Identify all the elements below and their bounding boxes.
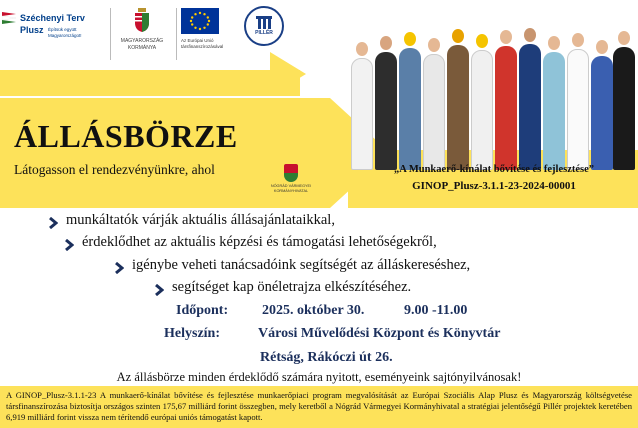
page-title: ÁLLÁSBÖRZE <box>14 118 238 154</box>
hungarian-flag-icon <box>2 12 16 24</box>
program-code: GINOP_Plusz-3.1.1-23-2024-00001 <box>412 180 576 192</box>
pillar-icon <box>246 8 282 44</box>
event-hours: 9.00 -11.00 <box>404 303 468 318</box>
page-subtitle: Látogasson el rendezvényünkre, ahol <box>14 162 215 177</box>
time-label: Időpont: <box>176 303 229 318</box>
piller-logo <box>244 6 284 46</box>
yellow-arrow-top <box>270 52 306 96</box>
place-label: Helyszín: <box>164 326 220 341</box>
coat-of-arms-icon <box>133 8 151 32</box>
chevron-right-icon <box>48 216 58 228</box>
kormany-logo <box>110 8 172 60</box>
eu-text: Az Európai Unió társfinanszírozásával <box>181 38 224 49</box>
kormany-line1: MAGYARORSZÁG <box>120 38 164 44</box>
bullet-1: munkáltatók várják aktuális állásajánlataikkal, <box>66 212 335 228</box>
chevron-right-icon <box>154 283 164 295</box>
logo-strip <box>0 0 290 72</box>
chevron-right-icon <box>64 238 74 250</box>
eu-logo <box>176 8 236 60</box>
bullet-2: érdeklődhet az aktuális képzési és támogatási lehetőségekről, <box>82 234 437 250</box>
program-box <box>350 164 638 192</box>
szechenyi-terv-logo <box>2 8 108 58</box>
nograd-label: NÓGRÁD VÁRMEGYEI KORMÁNYHIVATAL <box>270 184 312 193</box>
eu-flag-icon <box>181 8 219 34</box>
nograd-kormanyhivatal-logo <box>270 164 312 204</box>
event-address: Rétság, Rákóczi út 26. <box>260 350 393 365</box>
yellow-band-top <box>0 70 300 96</box>
open-note: Az állásbörze minden érdeklődő számára nyitott, eseményeink sajtónyilvánosak! <box>116 370 522 384</box>
program-name: „A Munkaerő-kínálat bővítése és fejlesztése” <box>393 164 595 175</box>
szechenyi-tagline: Építsük együtt Magyarországot! <box>48 27 82 38</box>
event-date: 2025. október 30. <box>262 303 365 318</box>
szechenyi-plusz: Plusz <box>20 25 44 35</box>
chevron-right-icon <box>114 261 124 273</box>
szechenyi-title: Széchenyi Terv <box>20 13 85 23</box>
kormany-line2: KORMÁNYA <box>127 45 157 51</box>
shield-icon <box>284 164 298 182</box>
event-venue: Városi Művelődési Központ és Könyvtár <box>258 326 501 341</box>
workers-group-photo <box>345 20 635 170</box>
bullet-4: segítséget kap önéletrajza elkészítéséhez. <box>172 279 412 295</box>
piller-label: PILLÉR <box>255 30 273 36</box>
funding-footer: A GINOP_Plusz-3.1.1-23 A munkaerő-kínálat bővítése és fejlesztése munkaerőpiaci program megvalósítását az Európai Szociális Alap Plusz és Magyarország költségvetése társfinanszírozása biztosítja országos szinten 175,67 milliárd forint összegben, mely keretből a Nógrád Vármegyei Kormányhivatal a stratégiai jelentőségű Pillér projektek keretében 6,919 milliárd forint vissza nem térítendő európai uniós támogatást kapott. <box>0 386 638 428</box>
bullet-3: igénybe veheti tanácsadóink segítségét az álláskereséshez, <box>132 257 471 273</box>
